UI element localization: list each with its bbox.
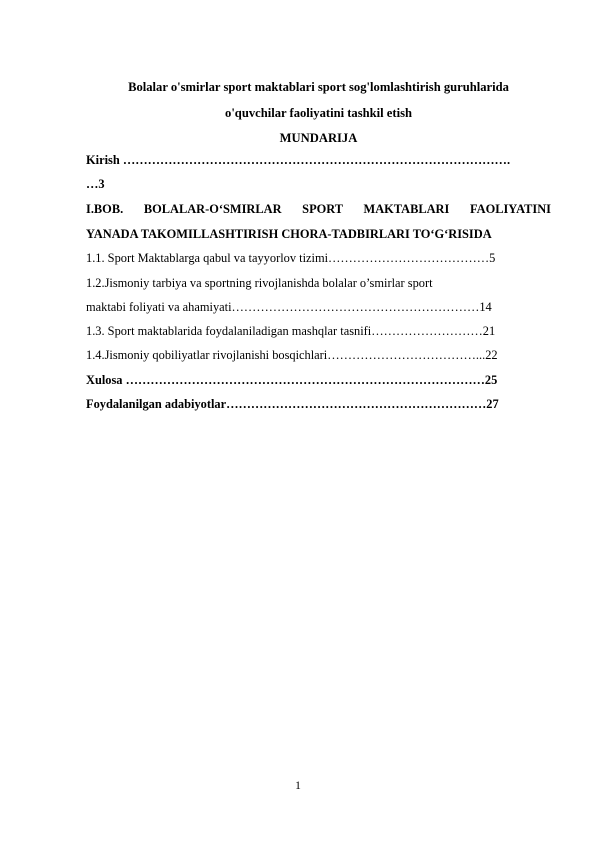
- page-number: 1: [295, 780, 301, 792]
- toc-entry-chapter-1: I.BOB. BOLALAR-O‘SMIRLAR SPORT MAKTABLARI FAOLIYATINI: [86, 202, 551, 216]
- document-title-line-2: o'quvchilar faoliyatini tashkil etish: [225, 106, 412, 120]
- toc-entry-section-1-4: 1.4.Jismoniy qobiliyatlar rivojlanishi bosqichlari………………………………...22: [86, 348, 498, 362]
- toc-entry-section-1-3: 1.3. Sport maktablarida foydalaniladigan mashqlar tasnifi………………………21: [86, 324, 496, 338]
- toc-entry-section-1-2-continued: maktabi foliyati va ahamiyati……………………………………………………14: [86, 300, 492, 314]
- toc-entry-section-1-2: 1.2.Jismoniy tarbiya va sportning rivojlanishda bolalar o’smirlar sport: [86, 276, 433, 290]
- toc-heading: MUNDARIJA: [279, 131, 358, 145]
- toc-entry-adabiyotlar: Foydalanilgan adabiyotlar………………………………………………………27: [86, 397, 499, 411]
- toc-entry-chapter-1-continued: YANADA TAKOMILLASHTIRISH CHORA-TADBIRLARI TO‘G‘RISIDA: [86, 227, 492, 241]
- document-title-line-1: Bolalar o'smirlar sport maktablari sport sog'lomlashtirish guruhlarida: [128, 80, 509, 94]
- toc-entry-xulosa: Xulosa ……………………………………………………………………………25: [86, 373, 498, 387]
- toc-entry-section-1-1: 1.1. Sport Maktablarga qabul va tayyorlov tizimi…………………………………5: [86, 251, 496, 265]
- toc-entry-kirish-page: …3: [86, 177, 105, 191]
- toc-entry-kirish: Kirish ………………………………………………………………………………….: [86, 153, 511, 167]
